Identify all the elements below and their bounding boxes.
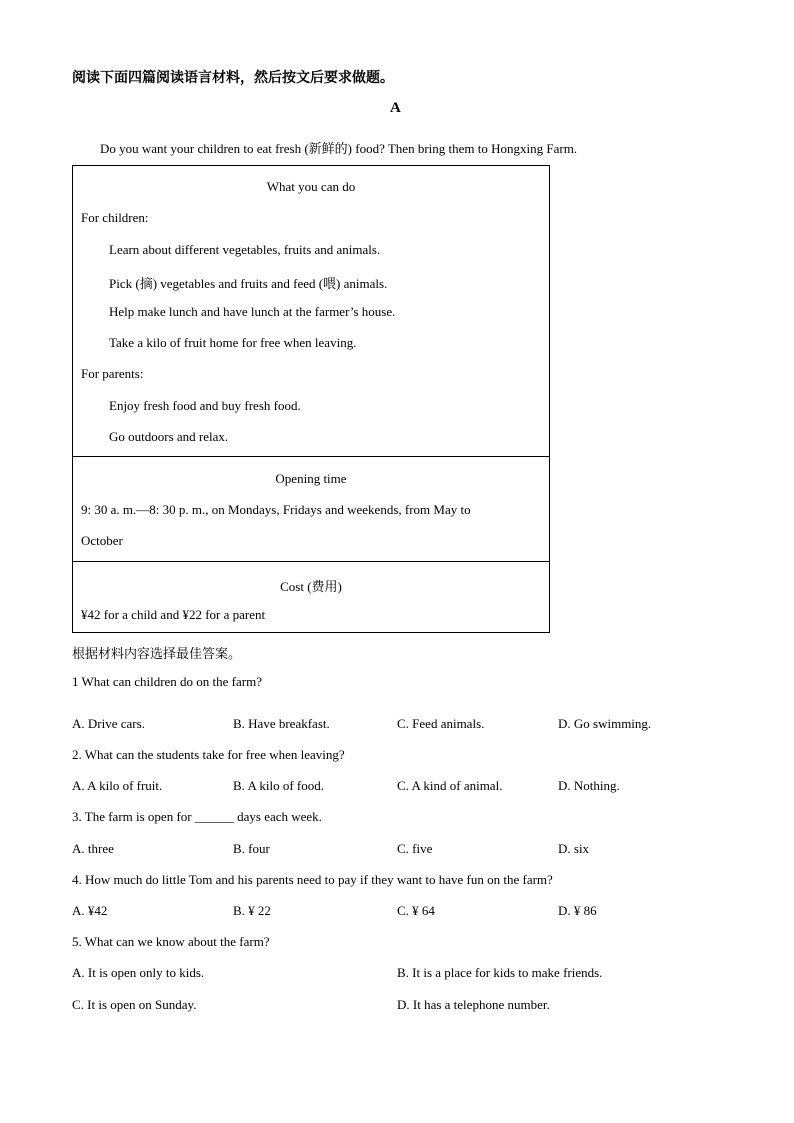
children-item: Learn about different vegetables, fruits and animals. (109, 242, 381, 257)
children-item: Pick (摘) vegetables and fruits and feed (喂) animals. (109, 276, 388, 291)
question-stem: 1 What can children do on the farm? (72, 674, 262, 689)
answer-option[interactable]: D. It has a telephone number. (397, 997, 550, 1012)
intro-text: Do you want your children to eat fresh (新鲜的) food? Then bring them to Hongxing Farm. (100, 141, 578, 156)
answer-option[interactable]: B. ¥ 22 (233, 903, 271, 918)
children-item: Take a kilo of fruit home for free when leaving. (109, 335, 357, 350)
answer-option[interactable]: C. Feed animals. (397, 716, 485, 731)
table-divider (73, 456, 549, 457)
answer-option[interactable]: C. ¥ 64 (397, 903, 435, 918)
parents-label: For parents: (81, 366, 144, 381)
question-stem: 2. What can the students take for free when leaving? (72, 747, 345, 762)
cost-heading: Cost (费用) (280, 579, 342, 594)
answer-option[interactable]: D. six (558, 841, 590, 856)
answer-option[interactable]: C. five (397, 841, 433, 856)
parents-item: Go outdoors and relax. (109, 429, 229, 444)
farm-notice-table (72, 165, 550, 633)
section-title: A (390, 100, 401, 116)
answer-option[interactable]: A. Drive cars. (72, 716, 145, 731)
question-instruction: 根据材料内容选择最佳答案。 (72, 646, 242, 661)
answer-option[interactable]: D. Go swimming. (558, 716, 652, 731)
question-stem: 5. What can we know about the farm? (72, 934, 270, 949)
instructions: 阅读下面四篇阅读语言材料，然后按文后要求做题。 (72, 71, 394, 86)
what-you-can-do-heading: What you can do (266, 179, 356, 194)
children-label: For children: (81, 210, 149, 225)
answer-option[interactable]: B. A kilo of food. (233, 778, 325, 793)
table-divider (73, 561, 549, 562)
answer-option[interactable]: A. three (72, 841, 114, 856)
question-stem: 3. The farm is open for ______ days each week. (72, 809, 322, 824)
answer-option[interactable]: D. Nothing. (558, 778, 620, 793)
opening-time-heading: Opening time (275, 471, 347, 486)
answer-option[interactable]: A. It is open only to kids. (72, 965, 205, 980)
answer-option[interactable]: B. four (233, 841, 270, 856)
answer-option[interactable]: A. A kilo of fruit. (72, 778, 163, 793)
parents-item: Enjoy fresh food and buy fresh food. (109, 398, 301, 413)
opening-time-line: October (81, 533, 123, 548)
answer-option[interactable]: D. ¥ 86 (558, 903, 597, 918)
cost-text: ¥42 for a child and ¥22 for a parent (81, 607, 266, 622)
children-item: Help make lunch and have lunch at the farmer’s house. (109, 304, 396, 319)
answer-option[interactable]: A. ¥42 (72, 903, 108, 918)
answer-option[interactable]: C. It is open on Sunday. (72, 997, 197, 1012)
question-stem: 4. How much do little Tom and his parents need to pay if they want to have fun on the farm? (72, 872, 553, 887)
opening-time-line: 9: 30 a. m.—8: 30 p. m., on Mondays, Fridays and weekends, from May to (81, 502, 471, 517)
answer-option[interactable]: B. Have breakfast. (233, 716, 330, 731)
answer-option[interactable]: B. It is a place for kids to make friends. (397, 965, 603, 980)
answer-option[interactable]: C. A kind of animal. (397, 778, 503, 793)
